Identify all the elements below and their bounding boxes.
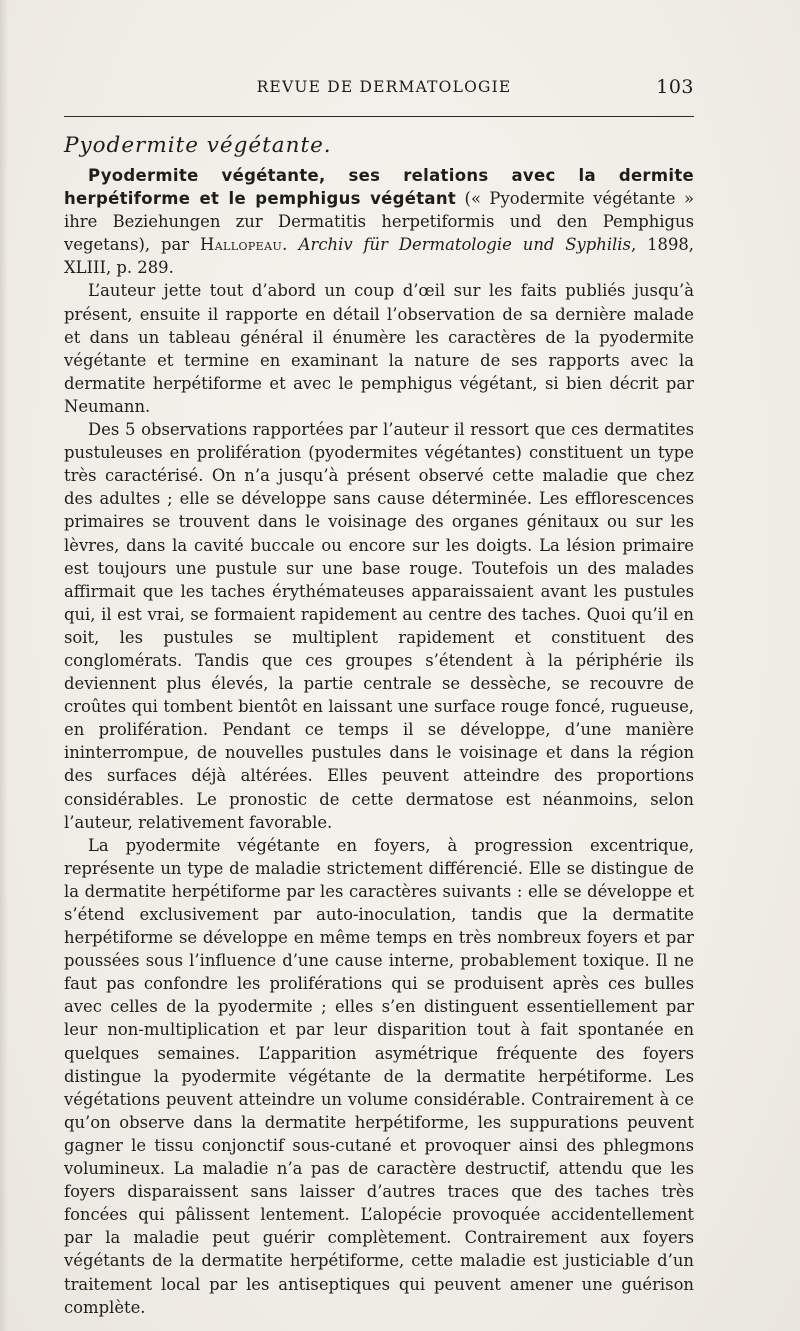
section-heading: Pyodermite végétante.: [64, 133, 332, 158]
article-body: [64, 164, 694, 1319]
paragraph: L’auteur jette tout d’abord un coup d’œil sur les faits publiés jusqu’à présent, ensuite il rapporte en détail l’observation de sa dernière malade et dans un tableau général il énumère les caractères de la pyodermite végétante et termine en examinant la nature de ses rapports avec la dermatite herpétiforme et avec le pemphigus végétant, si bien décrit par Neumann.: [64, 281, 694, 416]
article-author: Hallopeau.: [200, 235, 288, 255]
running-head: [64, 78, 694, 100]
header-rule: [64, 116, 694, 117]
page-number: 103: [656, 76, 694, 98]
journal-citation: , 1898, XLIII, p. 289.: [64, 235, 695, 278]
article-title: Pyodermite végétante, ses relations avec la dermite herpétiforme et le pemphigus végétant: [64, 166, 694, 209]
running-title: REVUE DE DERMATOLOGIE: [256, 78, 512, 96]
paragraph: La pyodermite végétante en foyers, à progression excentrique, représente un type de maladie strictement différencié. Elle se distingue de la dermatite herpétiforme par les caractères suivants : elle se développe et s’étend exclusivement par auto-inoculation, tandis que la dermatite herpétiforme se développe en même temps en très nombreux foyers et par poussées sous l’influence d’une cause interne, probablement toxique. Il ne faut pas confondre les proliférations qui se produisent après ces bulles avec celles de la pyodermite ; elles s’en distinguent essentiellement par leur non-multiplication et par leur disparition tout à fait spontanée en quelques semaines. L’apparition asymétrique fréquente des foyers distingue la pyodermite végétante de la dermatite herpétiforme. Les végétations peuvent atteindre un volume considérable. Contrairement à ce qu’on observe dans la dermatite herpétiforme, les suppurations peuvent gagner le tissu conjonctif sous-cutané et provoquer ainsi des phlegmons volumineux. La maladie n’a pas de caractère destructif, attendu que les foyers disparaissent sans laisser d’autres traces que des taches très foncées qui pâlissent lentement. L’alopécie provoquée accidentellement par la maladie peut guérir complètement. Contrairement aux foyers végétants de la dermatite herpétiforme, cette maladie est justiciable d’un traitement local par les antiseptiques qui peuvent amener une guérison complète.: [64, 835, 694, 1317]
journal-name: Archiv für Dermatologie und Syphilis: [298, 235, 631, 255]
paragraph: Des 5 observations rapportées par l’auteur il ressort que ces dermatites pustuleuses en prolifération (pyodermites végétantes) constituent un type très caractérisé. On n’a jusqu’à présent observé cette maladie que chez des adultes ; elle se développe sans cause déterminée. Les efflorescences primaires se trouvent dans le voisinage des organes génitaux ou sur les lèvres, dans la cavité buccale ou encore sur les doigts. La lésion primaire est toujours une pustule sur une base rouge. Toutefois un des malades affirmait que les taches érythémateuses apparaissaient avant les pustules qui, il est vrai, se formaient rapidement au centre des taches. Quoi qu’il en soit, les pustules se multiplent rapidement et constituent des conglomérats. Tandis que ces groupes s’étendent à la périphérie ils deviennent plus élevés, la partie centrale se dessèche, se recouvre de croûtes qui tombent bientôt en laissant une surface rouge foncé, rugueuse, en prolifération. Pendant ce temps il se développe, d’une manière ininterrompue, de nouvelles pustules dans le voisinage et dans la région des surfaces déjà altérées. Elles peuvent atteindre des proportions considérables. Le pronostic de cette dermatose est néanmoins, selon l’auteur, relativement favorable.: [64, 420, 694, 832]
article-reference: [64, 164, 694, 279]
article-title-translation: (« Pyodermite végétante » ihre Beziehungen zur Dermatitis herpetiformis und den Pemphigus vegetans), par: [64, 189, 695, 255]
